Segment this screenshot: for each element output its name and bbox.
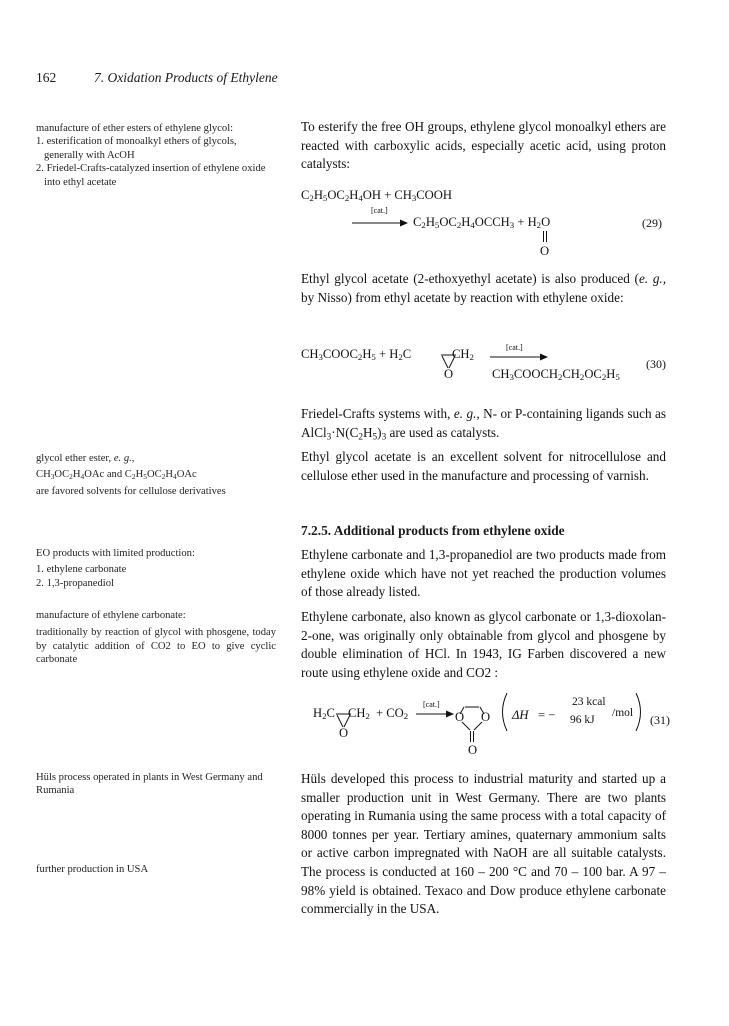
enthalpy-symbol: ΔH (512, 708, 529, 722)
sidebar-note-glycol-ether-ester: glycol ether ester, e. g., $CH_3OC_2H_4OAc$ and $C_2H_5OC_2H_4OAc$ are favored solvents for cellulose derivatives (36, 452, 281, 498)
equation-number: (31) (650, 713, 670, 727)
equation-number: (30) (646, 357, 666, 371)
note-title: manufacture of ethylene carbonate: (36, 610, 186, 621)
double-bond (542, 231, 548, 243)
paragraph: To esterify the free OH groups, ethylene glycol monoalkyl ethers are reacted with carboxylic acids, especially acetic acid, using proton catalysts: (301, 119, 666, 172)
plus-sign: + (384, 188, 392, 202)
section-heading: 7.2.5. Additional products from ethylene oxide (301, 523, 565, 538)
sidebar-note-eo-products (36, 547, 276, 590)
eq30-reactants: $CH_3COOC_2H_5 + H_2C$ (301, 347, 412, 363)
carbonyl-oxygen: O (540, 244, 550, 258)
note-item: 1. esterification of monoalkyl ethers of glycols, generally with AcOH (36, 136, 237, 161)
enthalpy-equals: = − (538, 708, 556, 722)
plus-sign: + (517, 215, 525, 229)
eq29-products: $C_2H_5OC_2H_4OCCH_3 + H_2O$ (413, 215, 551, 231)
note-item: 1. ethylene carbonate (36, 564, 127, 576)
catalyst-label: [cat.] (506, 343, 523, 352)
note-text: are favored solvents for cellulose derivatives (36, 485, 226, 497)
ring-oxygen: O (455, 710, 465, 724)
catalyst-label: [cat.] (371, 206, 388, 215)
sidebar-note-ethylene-carbonate (36, 609, 276, 667)
paragraph: Ethyl glycol acetate is an excellent solvent for nitrocellulose and cellulose ether used in the manufacture and processing of varnish. (301, 449, 666, 483)
note-eg: e. g., (113, 453, 135, 464)
eq31-epoxide-h2c: $H_2C$ (313, 706, 335, 722)
reaction-arrow (416, 709, 454, 719)
paragraph: Ethylene carbonate and 1,3-propanediol are two products made from ethylene oxide which have not yet reached the production volumes of those already listed. (301, 547, 666, 600)
ring-oxygen: O (481, 710, 491, 724)
note-title: EO products with limited production: (36, 548, 195, 559)
paragraph: Ethylene carbonate, also known as glycol carbonate or 1,3-dioxolan-2-one, was originally only obtainable from glycol and phosgene by double elimination of HCl. In 1943, IG Farben discovered a new route using ethylene oxide and CO2 : (301, 609, 666, 680)
enthalpy-per-mol: /mol (612, 707, 634, 719)
sidebar-note-ether-esters (36, 122, 276, 189)
epoxide-oxygen: O (339, 726, 349, 740)
eq30-product: $CH_3COOCH_2CH_2OC_2H_5$ (492, 367, 620, 383)
note-text: glycol ether ester, (36, 453, 112, 464)
note-title: manufacture of ether esters of ethylene glycol: (36, 123, 234, 134)
paragraph: Hüls developed this process to industrial maturity and started up a smaller production unit in West Germany. There are two plants operating in Rumania using the same process with a total capacity of 8000 tonnes per year. Tertiary amines, quaternary ammonium salts or active carbon impregnated with NaOH are all suitable catalysts. The process is conducted at 160 – 200 °C and 70 – 100 bar. A 97 – 98% yield is obtained. Texaco and Dow produce ethylene carbonate commercially in the USA. (301, 771, 666, 917)
epoxide-ch2: $CH_2$ (452, 347, 474, 363)
note-and: and (106, 469, 123, 481)
paragraph: Friedel-Crafts systems with, e. g., N- or P-containing ligands such as $AlCl_3\cdot N(C_2H_5)_3$ are used as catalysts. (301, 406, 667, 441)
left-parenthesis (497, 692, 509, 732)
sidebar-note-huls (36, 771, 276, 798)
equation-number: (29) (642, 216, 662, 230)
note-item: 2. 1,3-propanediol (36, 577, 114, 589)
carbonyl-oxygen: O (468, 743, 478, 757)
right-parenthesis (634, 692, 646, 732)
note-text: further production in USA (36, 864, 149, 875)
note-text: Hüls process operated in plants in West Germany and Rumania (36, 772, 263, 797)
eq31-epoxide-ch2: $CH_2$ (348, 706, 370, 722)
eq29-reactants: $C_2H_5OC_2H_4OH$ + $CH_3COOH$ (301, 188, 452, 204)
page-number: 162 (36, 70, 57, 85)
catalyst-label: [cat.] (423, 700, 440, 709)
note-text: traditionally by reaction of glycol with phosgene, today by catalytic addition of CO2 to EO to give cyclic carbonate (36, 627, 276, 666)
plus-sign: + (378, 347, 387, 361)
plus-sign: + (376, 706, 384, 720)
sidebar-note-usa (36, 863, 276, 876)
epoxide-oxygen: O (444, 367, 454, 381)
running-title: 7. Oxidation Products of Ethylene (94, 70, 278, 85)
note-item: 2. Friedel-Crafts-catalyzed insertion of ethylene oxide into ethyl acetate (36, 163, 266, 188)
enthalpy-kcal: 23 kcal (572, 696, 606, 708)
enthalpy-kj: 96 kJ (570, 714, 595, 726)
reaction-arrow (490, 352, 548, 362)
paragraph: Ethyl glycol acetate (2-ethoxyethyl acetate) is also produced (e. g., by Nisso) from ethyl acetate by reaction with ethylene oxide: (301, 271, 667, 305)
reaction-arrow (352, 218, 408, 228)
eq31-co2: + $CO_2$ (376, 706, 409, 722)
